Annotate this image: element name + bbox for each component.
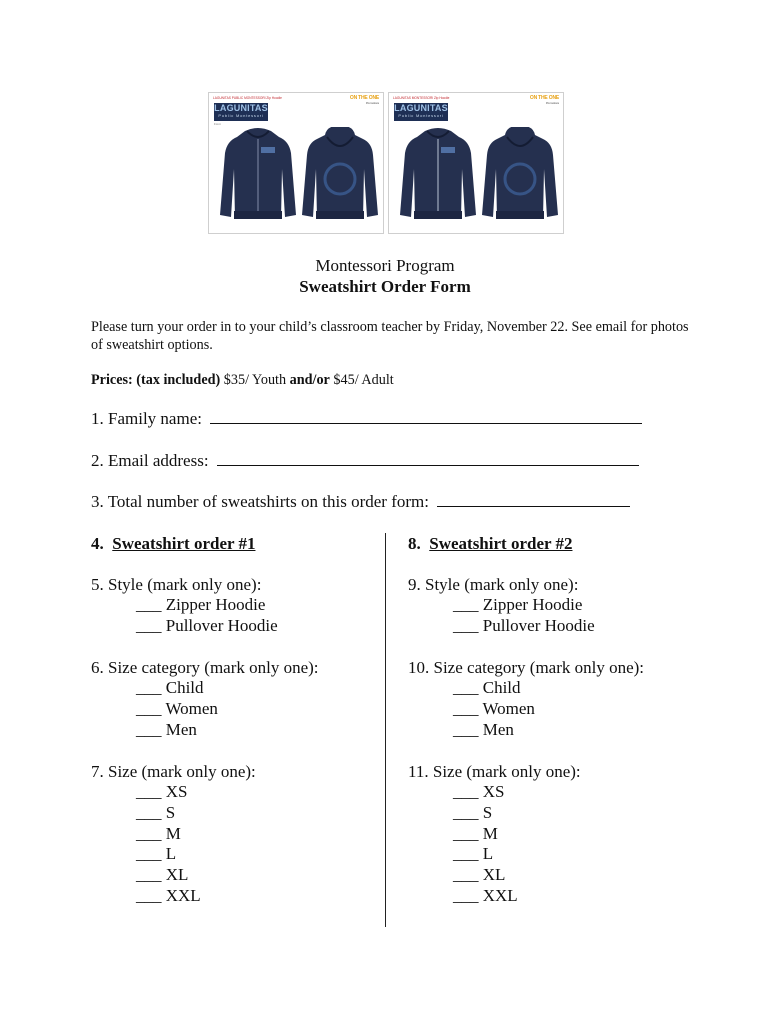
option-size-xs[interactable]: ___ XS (453, 782, 505, 801)
lagunitas-logo: LAGUNITAS Public Montessori (214, 103, 268, 121)
hoodie-mockup-image-1 (208, 92, 384, 234)
option-zipper-hoodie[interactable]: ___ Zipper Hoodie (136, 595, 266, 614)
instructions-text: Please turn your order in to your child’s classroom teacher by Friday, November 22. See email for photos of sweatshirt options. (91, 319, 689, 353)
total-count-question (91, 492, 630, 512)
program-title: Montessori Program (315, 256, 455, 275)
family-name-field[interactable] (210, 422, 642, 424)
mockup-header-text: LAGUNITAS PUBLIC MONTESSORI Zip Hoodie (213, 96, 282, 100)
email-label: 2. Email address: (91, 451, 209, 470)
order-2-style-options (453, 595, 595, 637)
order-1-size-label: 7. Size (mark only one): (91, 762, 256, 781)
option-zipper-hoodie[interactable]: ___ Zipper Hoodie (453, 595, 583, 614)
email-question (91, 451, 639, 471)
order-2-title: 8. Sweatshirt order #2 (408, 534, 573, 553)
order-1-category-label: 6. Size category (mark only one): (91, 658, 319, 677)
column-divider (385, 533, 386, 927)
lagunitas-logo: LAGUNITAS Public Montessori (394, 103, 448, 121)
option-size-m[interactable]: ___ M (453, 823, 498, 843)
youth-price: $35/ Youth (223, 372, 287, 388)
order-1-title: 4. Sweatshirt order #1 (91, 534, 256, 553)
option-size-m[interactable]: ___ M (136, 823, 181, 843)
mockup-header-text: LAGUNITAS MONTESSORI Zip Hoodie (393, 96, 450, 100)
vendor-logo: ON THE ONE Promotions (349, 95, 379, 105)
option-child[interactable]: ___ Child (453, 678, 521, 697)
order-1-style-label: 5. Style (mark only one): (91, 575, 262, 594)
order-2-size-options (453, 782, 518, 907)
hoodie-back-illustration (481, 127, 559, 223)
option-women[interactable]: ___ Women (136, 698, 218, 718)
option-child[interactable]: ___ Child (136, 678, 204, 697)
order-2-category-label: 10. Size category (mark only one): (408, 658, 645, 677)
total-count-label: 3. Total number of sweatshirts on this order form: (91, 492, 429, 511)
order-1-size-options (136, 782, 201, 907)
order-2-size-label: 11. Size (mark only one): (408, 762, 581, 781)
total-count-field[interactable] (437, 505, 630, 507)
option-size-l[interactable]: ___ L (136, 844, 177, 864)
vendor-logo: ON THE ONE Promotions (529, 95, 559, 105)
option-size-l[interactable]: ___ L (453, 844, 494, 864)
option-pullover-hoodie[interactable]: ___ Pullover Hoodie (453, 615, 595, 635)
option-men[interactable]: ___ Men (136, 719, 197, 739)
order-1-style-options (136, 595, 278, 637)
option-size-xl[interactable]: ___ XL (453, 865, 506, 885)
family-name-label: 1. Family name: (91, 409, 202, 428)
order-1-category-options (136, 678, 218, 740)
prices-line (91, 371, 691, 389)
option-size-s[interactable]: ___ S (136, 802, 176, 822)
form-title: Sweatshirt Order Form (299, 277, 471, 296)
and-or-text: and/or (289, 372, 330, 388)
option-size-xs[interactable]: ___ XS (136, 782, 188, 801)
option-women[interactable]: ___ Women (453, 698, 535, 718)
zip-hoodie-front-illustration (399, 127, 477, 223)
adult-price: $45/ Adult (333, 372, 394, 388)
prices-label: Prices: (tax included) (91, 372, 221, 388)
option-size-xl[interactable]: ___ XL (136, 865, 189, 885)
family-name-question (91, 409, 642, 429)
option-men[interactable]: ___ Men (453, 719, 514, 739)
option-size-s[interactable]: ___ S (453, 802, 493, 822)
zip-hoodie-front-illustration (219, 127, 297, 223)
option-size-xxl[interactable]: ___ XXL (453, 885, 518, 905)
option-size-xxl[interactable]: ___ XXL (136, 885, 201, 905)
hoodie-back-illustration (301, 127, 379, 223)
option-pullover-hoodie[interactable]: ___ Pullover Hoodie (136, 615, 278, 635)
mockup-caption: Front (214, 122, 221, 126)
hoodie-mockup-image-2 (388, 92, 564, 234)
email-field[interactable] (217, 464, 639, 466)
order-2-style-label: 9. Style (mark only one): (408, 575, 579, 594)
order-2-category-options (453, 678, 535, 740)
